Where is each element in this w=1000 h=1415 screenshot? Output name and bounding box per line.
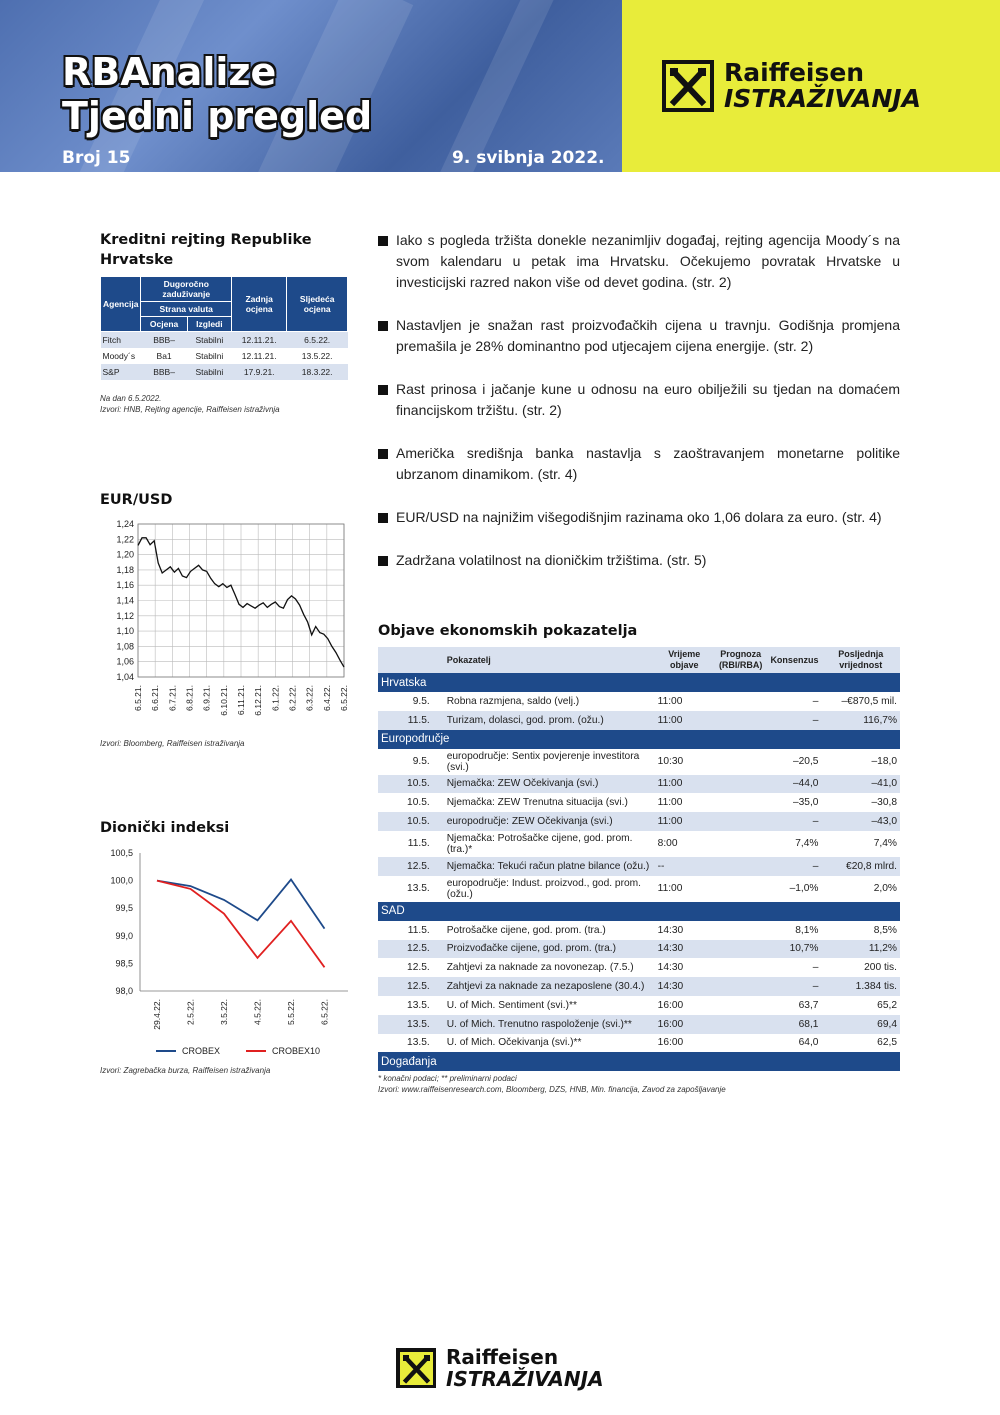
table-cell: 13.5. bbox=[407, 999, 430, 1011]
table-row bbox=[378, 876, 900, 902]
group-label: Europodručje bbox=[378, 730, 900, 749]
y-tick-label: 1,20 bbox=[116, 549, 134, 560]
table-cell: Njemačka: ZEW Očekivanja (svi.) bbox=[433, 775, 655, 794]
table-cell: 11:00 bbox=[655, 812, 714, 831]
table-cell: 7,4% bbox=[795, 838, 819, 850]
table-group-row bbox=[378, 902, 900, 921]
table-cell bbox=[714, 831, 767, 857]
table-cell: 9.5. bbox=[412, 756, 430, 768]
list-item: Zadržana volatilnost na dioničkim tržištima. (str. 5) bbox=[378, 550, 900, 571]
table-row bbox=[378, 812, 900, 831]
table-cell: 8,1% bbox=[795, 924, 819, 936]
x-tick-label: 6.6.21. bbox=[150, 685, 161, 711]
x-tick-label: 5.5.22. bbox=[286, 999, 296, 1025]
table-cell: Njemačka: Potrošačke cijene, god. prom. (tra.)* bbox=[446, 832, 633, 855]
table-cell: –41,0 bbox=[821, 775, 900, 794]
table-cell bbox=[714, 812, 767, 831]
table-cell: – bbox=[767, 812, 821, 831]
y-tick-label: 1,14 bbox=[116, 595, 134, 606]
y-tick-label: 100,5 bbox=[110, 848, 133, 858]
x-tick-label: 6.7.21. bbox=[167, 685, 178, 711]
table-row bbox=[378, 749, 900, 775]
table-cell: 11.5. bbox=[378, 711, 433, 730]
y-tick-label: 99,0 bbox=[115, 930, 133, 941]
indices-chart bbox=[100, 842, 350, 1062]
table-cell bbox=[714, 711, 767, 730]
table-cell: 11:00 bbox=[655, 775, 714, 794]
table-cell: 10:30 bbox=[657, 756, 684, 768]
table-row bbox=[378, 940, 900, 959]
table-cell bbox=[714, 1034, 767, 1053]
table-cell: 12.5. bbox=[378, 977, 433, 996]
table-cell: Potrošačke cijene, god. prom. (tra.) bbox=[446, 924, 606, 936]
list-item: Rast prinosa i jačanje kune u odnosu na euro obilježili su tjedan na domaćem financijskom tržištu. (str. 2) bbox=[378, 379, 900, 421]
table-row: S&P BBB– Stabilni 17.9.21. 18.3.22. bbox=[101, 364, 348, 380]
table-cell bbox=[714, 749, 767, 775]
rating-note: Na dan 6.5.2022. Izvori: HNB, Rejting agencije, Raiffeisen istraživnja bbox=[100, 394, 280, 414]
table-row: Fitch BBB– Stabilni 12.11.21. 6.5.22. bbox=[101, 332, 348, 349]
indices-source: Izvori: Zagrebačka burza, Raiffeisen istraživanja bbox=[100, 1066, 271, 1075]
table-cell: 2,0% bbox=[873, 883, 897, 895]
group-label: SAD bbox=[378, 902, 900, 921]
table-row bbox=[378, 921, 900, 940]
table-row bbox=[378, 831, 900, 857]
brand-logo: Raiffeisen ISTRAŽIVANJA bbox=[662, 60, 921, 112]
table-cell: 10.5. bbox=[378, 812, 433, 831]
x-tick-label: 6.11.21. bbox=[236, 685, 246, 716]
footer-brand-logo: Raiffeisen ISTRAŽIVANJA bbox=[396, 1346, 604, 1390]
table-group-row bbox=[378, 673, 900, 692]
table-cell: 11,2% bbox=[821, 940, 900, 959]
table-cell: 11:00 bbox=[657, 695, 683, 707]
rating-table: Agencija Dugoročno zaduživanje Zadnja ocjena Sljedeća ocjena Strana valuta Ocjena Izgledi Fitch BBB– Stabilni 12.11.21. 6.5.22. Moody´s Ba1 Stabilni 12.11.21. 13.5.22. S&P BBB– Stabilni 17.9.21. 18.3.22. bbox=[100, 276, 348, 380]
table-cell: – bbox=[812, 695, 819, 707]
list-item: EUR/USD na najnižim višegodišnjim razinama oko 1,06 dolara za euro. (str. 4) bbox=[378, 507, 900, 528]
group-label: Hrvatska bbox=[378, 673, 900, 692]
table-cell: U. of Mich. Sentiment (svi.)** bbox=[446, 999, 577, 1011]
table-cell: 64,0 bbox=[798, 1037, 819, 1049]
list-item: Američka središnja banka nastavlja s zaoštravanjem monetarne politike ubrzanom dinamikom. (str. 4) bbox=[378, 443, 900, 485]
x-tick-label: 6.8.21. bbox=[184, 685, 195, 711]
y-tick-label: 100,0 bbox=[110, 875, 133, 886]
table-cell: 12.5. bbox=[407, 962, 430, 974]
table-cell bbox=[714, 1015, 767, 1034]
table-cell: –44,0 bbox=[767, 775, 821, 794]
table-cell: europodručje: ZEW Očekivanja (svi.) bbox=[433, 812, 655, 831]
table-cell: -- bbox=[655, 857, 714, 876]
y-tick-label: 99,5 bbox=[115, 903, 133, 914]
econ-title: Objave ekonomskih pokazatelja bbox=[378, 623, 638, 639]
issue-number: Broj 15 bbox=[62, 148, 131, 168]
eurusd-source: Izvori: Bloomberg, Raiffeisen istraživanja bbox=[100, 739, 245, 748]
table-cell: Robna razmjena, saldo (velj.) bbox=[446, 695, 580, 707]
header-banner bbox=[0, 0, 622, 172]
table-cell bbox=[714, 977, 767, 996]
table-cell: – bbox=[767, 857, 821, 876]
y-tick-label: 1,12 bbox=[116, 610, 134, 621]
table-group-row bbox=[378, 1052, 900, 1071]
table-cell: – bbox=[767, 711, 821, 730]
table-cell: –20,5 bbox=[792, 756, 819, 768]
y-tick-label: 1,08 bbox=[116, 641, 134, 652]
table-cell: 16:00 bbox=[657, 1037, 684, 1049]
issue-date: 9. svibnja 2022. bbox=[452, 148, 605, 168]
table-cell: –€870,5 mil. bbox=[841, 695, 897, 707]
table-row bbox=[378, 1015, 900, 1034]
table-cell bbox=[714, 958, 767, 977]
table-row bbox=[378, 1034, 900, 1053]
table-cell: 14:30 bbox=[655, 977, 714, 996]
highlights-list bbox=[378, 230, 900, 571]
econ-calendar-table: Pokazatelj Vrijeme objave Prognoza (RBI/RBA) Konsenzus Posljednja vrijednost Hrvatska 9.5. Robna razmjena, saldo (velj.) 11:00 – –€870,5 mil. 11.5. Turizam, dolasci, god. prom. (ožu.) 11:00 – 116,7% Europodručje 9.5. europodručje: Sentix povjerenje investitora (svi.) 10:30 –20,5 –18,0 10.5. Njemačka: ZEW Očekivanja (svi.) 11:00 –44,0 –41,0 10.5. Njemačka: ZEW Trenutna situacija (svi.) 11:00 –35,0 –30,8 10.5. europodručje: ZEW Očekivanja (svi.) 11:00 – –43,0 11.5. Njemačka: Potrošačke cijene, god. prom. (tra.)* 8:00 7,4% 7,4% 12.5. Njemačka: Tekući račun platne bilance (ožu.) -- – €20,8 mlrd. 13.5. europodručje: Indust. proizvod., god. prom. (ožu.) 11:00 –1,0% 2,0% SAD 11.5. Potrošačke cijene, god. prom. (tra.) 14:30 8,1% 8,5% 12.5. Proizvođačke cijene, god. prom. (tra.) 14:30 10,7% 11,2% 12.5. Zahtjevi za naknade za novonezap. (7.5.) 14:30 – 200 tis. 12.5. Zahtjevi za naknade za nezaposlene (30.4.) 14:30 – 1.384 tis. 13.5. U. of Mich. Sentiment (svi.)** 16:00 63,7 65,2 13.5. U. of Mich. Trenutno raspoloženje (svi.)** 16:00 68,1 69,4 13.5. U. of Mich. Očekivanja (svi.)** 16:00 64,0 62,5 Događanja bbox=[378, 647, 900, 1071]
raiffeisen-gable-icon bbox=[662, 60, 714, 112]
y-tick-label: 1,24 bbox=[116, 519, 134, 529]
table-cell: 13.5. bbox=[407, 883, 430, 895]
x-tick-label: 6.1.22. bbox=[270, 685, 281, 711]
table-cell bbox=[714, 857, 767, 876]
table-cell: –43,0 bbox=[821, 812, 900, 831]
table-cell: – bbox=[767, 977, 821, 996]
table-cell bbox=[714, 940, 767, 959]
table-row bbox=[378, 793, 900, 812]
table-cell: 62,5 bbox=[877, 1037, 897, 1049]
table-cell: Zahtjevi za naknade za nezaposlene (30.4.) bbox=[433, 977, 655, 996]
table-row bbox=[378, 958, 900, 977]
table-cell: 11:00 bbox=[657, 883, 683, 895]
table-cell: –30,8 bbox=[871, 797, 897, 809]
table-row bbox=[378, 692, 900, 711]
list-item: Nastavljen je snažan rast proizvođačkih cijena u travnju. Godišnja promjena premašila je 28% dominantno pod utjecajem cijena energije. (str. 2) bbox=[378, 315, 900, 357]
eurusd-title: EUR/USD bbox=[100, 492, 173, 508]
x-tick-label: 6.5.22. bbox=[339, 685, 349, 711]
table-cell: 7,4% bbox=[873, 838, 897, 850]
raiffeisen-gable-icon bbox=[396, 1348, 436, 1388]
table-cell: Njemačka: Tekući račun platne bilance (ožu.) bbox=[433, 857, 655, 876]
econ-note: * konačni podaci; ** preliminarni podaci Izvori: www.raiffeisenresearch.com, Bloomberg, DZS, HNB, Min. financija, Zavod za zapošljavanje bbox=[378, 1074, 726, 1094]
table-cell: 10.5. bbox=[378, 775, 433, 794]
table-cell: 14:30 bbox=[657, 962, 684, 974]
table-cell bbox=[714, 921, 767, 940]
table-cell: –18,0 bbox=[871, 756, 897, 768]
table-cell: €20,8 mlrd. bbox=[821, 857, 900, 876]
table-cell: 65,2 bbox=[877, 999, 897, 1011]
series-line-crobex10 bbox=[157, 881, 325, 968]
table-cell: 10,7% bbox=[767, 940, 821, 959]
x-tick-label: 6.2.22. bbox=[287, 685, 298, 711]
table-row: Moody´s Ba1 Stabilni 12.11.21. 13.5.22. bbox=[102, 351, 333, 361]
table-cell bbox=[714, 876, 767, 902]
x-tick-label: 4.5.22. bbox=[252, 999, 263, 1025]
table-cell: –1,0% bbox=[789, 883, 819, 895]
x-tick-label: 6.12.21. bbox=[253, 685, 264, 716]
table-cell: 63,7 bbox=[798, 999, 819, 1011]
table-cell: Zahtjevi za naknade za novonezap. (7.5.) bbox=[446, 962, 634, 974]
y-tick-label: 1,22 bbox=[116, 534, 134, 545]
table-cell bbox=[714, 775, 767, 794]
table-cell: – bbox=[812, 962, 819, 974]
table-group-row bbox=[378, 730, 900, 749]
table-cell: 69,4 bbox=[821, 1015, 900, 1034]
table-row bbox=[378, 857, 900, 876]
table-cell: 9.5. bbox=[412, 695, 430, 707]
table-cell: 13.5. bbox=[378, 1015, 433, 1034]
table-cell: Turizam, dolasci, god. prom. (ožu.) bbox=[433, 711, 655, 730]
table-row bbox=[378, 977, 900, 996]
table-row bbox=[378, 775, 900, 794]
table-cell: 10.5. bbox=[407, 797, 430, 809]
table-cell: 11:00 bbox=[655, 711, 714, 730]
table-cell: 16:00 bbox=[655, 1015, 714, 1034]
table-cell: 8:00 bbox=[657, 838, 678, 850]
table-row bbox=[378, 996, 900, 1015]
table-cell: Proizvođačke cijene, god. prom. (tra.) bbox=[433, 940, 655, 959]
legend-label: CROBEX bbox=[182, 1046, 221, 1056]
x-tick-label: 6.5.21. bbox=[133, 685, 143, 711]
y-tick-label: 98,0 bbox=[115, 986, 133, 996]
group-label: Događanja bbox=[378, 1052, 900, 1071]
table-cell: U. of Mich. Očekivanja (svi.)** bbox=[446, 1037, 582, 1049]
table-cell: 68,1 bbox=[767, 1015, 821, 1034]
table-cell: 12.5. bbox=[378, 857, 433, 876]
table-cell: 11.5. bbox=[407, 924, 430, 936]
table-cell: 12.5. bbox=[378, 940, 433, 959]
rating-title: Kreditni rejting Republike Hrvatske bbox=[100, 232, 312, 268]
y-tick-label: 1,10 bbox=[116, 626, 134, 637]
table-cell bbox=[714, 793, 767, 812]
table-cell: europodručje: Indust. proizvod., god. prom. (ožu.) bbox=[446, 877, 641, 900]
table-cell: 200 tis. bbox=[864, 962, 897, 974]
table-cell bbox=[714, 996, 767, 1015]
report-title: RBAnalize Tjedni pregled bbox=[62, 50, 373, 138]
y-tick-label: 1,06 bbox=[116, 656, 134, 667]
indices-title: Dionički indeksi bbox=[100, 820, 230, 836]
table-cell: 16:00 bbox=[657, 999, 684, 1011]
table-cell: 11:00 bbox=[657, 797, 683, 809]
table-cell: 11.5. bbox=[407, 838, 430, 850]
legend-label: CROBEX10 bbox=[272, 1046, 321, 1056]
table-cell: 8,5% bbox=[873, 924, 897, 936]
y-tick-label: 1,16 bbox=[116, 580, 134, 591]
table-cell bbox=[714, 692, 767, 711]
x-tick-label: 3.5.22. bbox=[219, 999, 229, 1025]
x-tick-label: 6.10.21. bbox=[218, 685, 229, 716]
table-cell: 14:30 bbox=[657, 924, 684, 936]
x-tick-label: 6.5.22. bbox=[319, 999, 330, 1025]
x-tick-label: 6.9.21. bbox=[201, 685, 212, 711]
table-cell: 13.5. bbox=[407, 1037, 430, 1049]
table-cell: 116,7% bbox=[821, 711, 900, 730]
list-item: Iako s pogleda tržišta donekle nezanimljiv događaj, rejting agencija Moody´s na svom kalendaru u petak ima Hrvatsku. Očekujemo povratak Hrvatske u investicijski razred nakon više od devet godina. (str. 2) bbox=[378, 230, 900, 293]
y-tick-label: 98,5 bbox=[115, 958, 133, 969]
table-cell: 1.384 tis. bbox=[821, 977, 900, 996]
table-cell: 14:30 bbox=[655, 940, 714, 959]
table-cell: –35,0 bbox=[792, 797, 819, 809]
table-cell: U. of Mich. Trenutno raspoloženje (svi.)** bbox=[433, 1015, 655, 1034]
x-tick-label: 6.4.22. bbox=[321, 685, 332, 711]
table-cell: Njemačka: ZEW Trenutna situacija (svi.) bbox=[446, 797, 628, 809]
table-cell: europodručje: Sentix povjerenje investitora (svi.) bbox=[446, 750, 640, 773]
x-tick-label: 6.3.22. bbox=[304, 685, 315, 711]
eurusd-chart bbox=[100, 514, 350, 730]
x-tick-label: 29.4.22. bbox=[152, 999, 162, 1030]
y-tick-label: 1,18 bbox=[116, 564, 134, 575]
y-tick-label: 1,04 bbox=[116, 672, 134, 682]
x-tick-label: 2.5.22. bbox=[185, 999, 196, 1025]
table-row bbox=[378, 711, 900, 730]
